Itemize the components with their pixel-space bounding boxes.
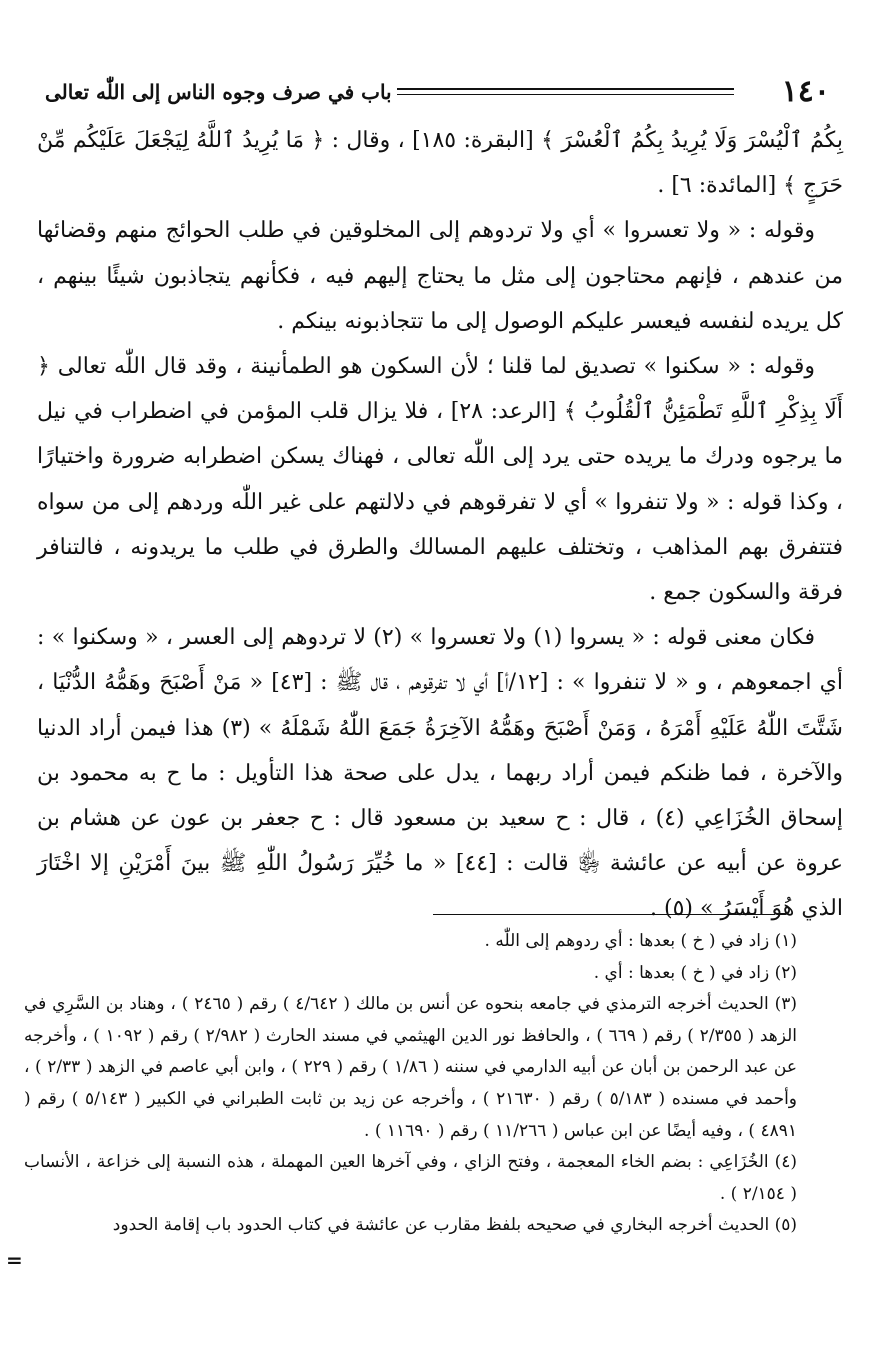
main-text <box>37 118 843 932</box>
footnote: (٣) الحديث أخرجه الترمذي في جامعه بنحوه عن أنس بن مالك ( ٤/٦٤٢ ) رقم ( ٢٤٦٥ ) ، وهناد بن السَّرِي في الزهد ( ٢/٣٥٥ ) رقم ( ٦٦٩ ) ، والحافظ نور الدين الهيثمي في مسند الحارث ( ٢/٩٨٢ ) رقم ( ١٠٩٢ ) ، وأخرجه عن عبد الرحمن بن أبان عن أبيه الدارمي في سننه ( ١/٨٦ ) رقم ( ٢٢٩ ) ، وابن أبي عاصم في الزهد ( ٢/٣٣ ) ، وأحمد في مسنده ( ٥/١٨٣ ) رقم ( ٢١٦٣٠ ) ، وأخرجه عن زيد بن ثابت الطبراني في الكبير ( ٥/١٤٣ ) رقم ( ٤٨٩١ ) ، وفيه أيضًا عن ابن عباس ( ١١/٢٦٦ ) رقم ( ١١٦٩٠ ) . <box>24 994 798 1141</box>
paragraph: وقوله : « ولا تعسروا » أي ولا تردوهم إلى المخلوقين في طلب الحوائج منهم وقضائها من عندهم ، فإنهم محتاجون إلى مثل ما يحتاج إليهم فيه ، فكأنهم يتجاذبون شيئًا بينهم ، كل يريده لنفسه فيعسر عليكم الوصول إلى ما تتجاذبونه بينكم . <box>37 218 843 334</box>
running-header <box>45 72 830 112</box>
page-number: ١٤٠ <box>781 74 830 109</box>
chapter-title: باب في صرف وجوه الناس إلى اللّٰه تعالى <box>45 80 392 104</box>
footnote: (٢) زاد في ( خ ) بعدها : أي . <box>593 962 797 983</box>
footnote: (٥) الحديث أخرجه البخاري في صحيحه بلفظ مقارب عن عائشة في كتاب الحدود باب إقامة الحدود <box>112 1215 797 1236</box>
header-rule <box>397 88 734 95</box>
paragraph: بِكُمُ ٱلْيُسْرَ وَلَا يُرِيدُ بِكُمُ ٱلْعُسْرَ ﴾ [البقرة: ١٨٥] ، وقال : ﴿ مَا يُرِيدُ ٱللَّهُ لِيَجْعَلَ عَلَيْكُم مِّنْ حَرَجٍ ﴾ [المائدة: ٦] . <box>37 128 843 199</box>
paragraph: وقوله : « سكنوا » تصديق لما قلنا ؛ لأن السكون هو الطمأنينة ، وقد قال اللّٰه تعالى ﴿ أَلَا بِذِكْرِ ٱللَّهِ تَطْمَئِنُّ ٱلْقُلُوبُ ﴾ [الرعد: ٢٨] ، فلا يزال قلب المؤمن في اضطراب في نيل ما يرجوه ودرك ما يريده حتى يرد إلى اللّٰه تعالى ، فهناك يسكن اضطرابه ضرورة واختيارًا ، وكذا قوله : « ولا تنفروا » أي لا تفرقوهم في دلالتهم على غير اللّٰه وردهم إلى من سواه فتتفرق بهم المذاهب ، وتختلف عليهم المسالك والطرق في طلب ما يريدونه ، فالتنافر فرقة والسكون جمع . <box>37 354 843 606</box>
paragraph: فكان معنى قوله : « يسروا (١) ولا تعسروا » (٢) لا تردوهم إلى العسر ، « وسكنوا » : أي اجمعوهم ، و « لا تنفروا » : [١٢/أ] أي لا تفرقوهم ، قال ﷺ : [٤٣] « مَنْ أَصْبَحَ وهَمُّهُ الدُّنْيَا ، شَتَّتَ اللّٰهُ عَلَيْهِ أَمْرَهُ ، وَمَنْ أَصْبَحَ وهَمُّهُ الآخِرَةُ جَمَعَ اللّٰهُ شَمْلَهُ » (٣) هذا فيمن أراد الدنيا والآخرة ، فما ظنكم فيمن أراد ربهما ، يدل على صحة هذا التأويل : ما ح به محمود بن إسحاق الخُزَاعِي (٤) ، قال : ح سعيد بن مسعود قال : ح جعفر بن عون عن هشام بن عروة عن أبيه عن عائشة ﵂ قالت : [٤٤] « ما خُيِّرَ رَسُولُ اللّٰهِ ﷺ بينَ أَمْرَيْنِ إلا اخْتَارَ الذي هُوَ أَيْسَرُ » (٥) . <box>37 625 844 922</box>
footnote: (٤) الخُزَاعِي : بضم الخاء المعجمة ، وفتح الزاي ، وفي آخرها العين المهملة ، هذه النسبة إلى خزاعة ، الأنساب ( ٢/١٥٤ ) . <box>24 1152 797 1204</box>
continuation-mark: = <box>6 1248 23 1272</box>
footnote-separator <box>433 914 775 915</box>
footnote: (١) زاد في ( خ ) بعدها : أي ردوهم إلى اللّٰه . <box>484 931 797 951</box>
footnotes <box>24 926 797 1242</box>
